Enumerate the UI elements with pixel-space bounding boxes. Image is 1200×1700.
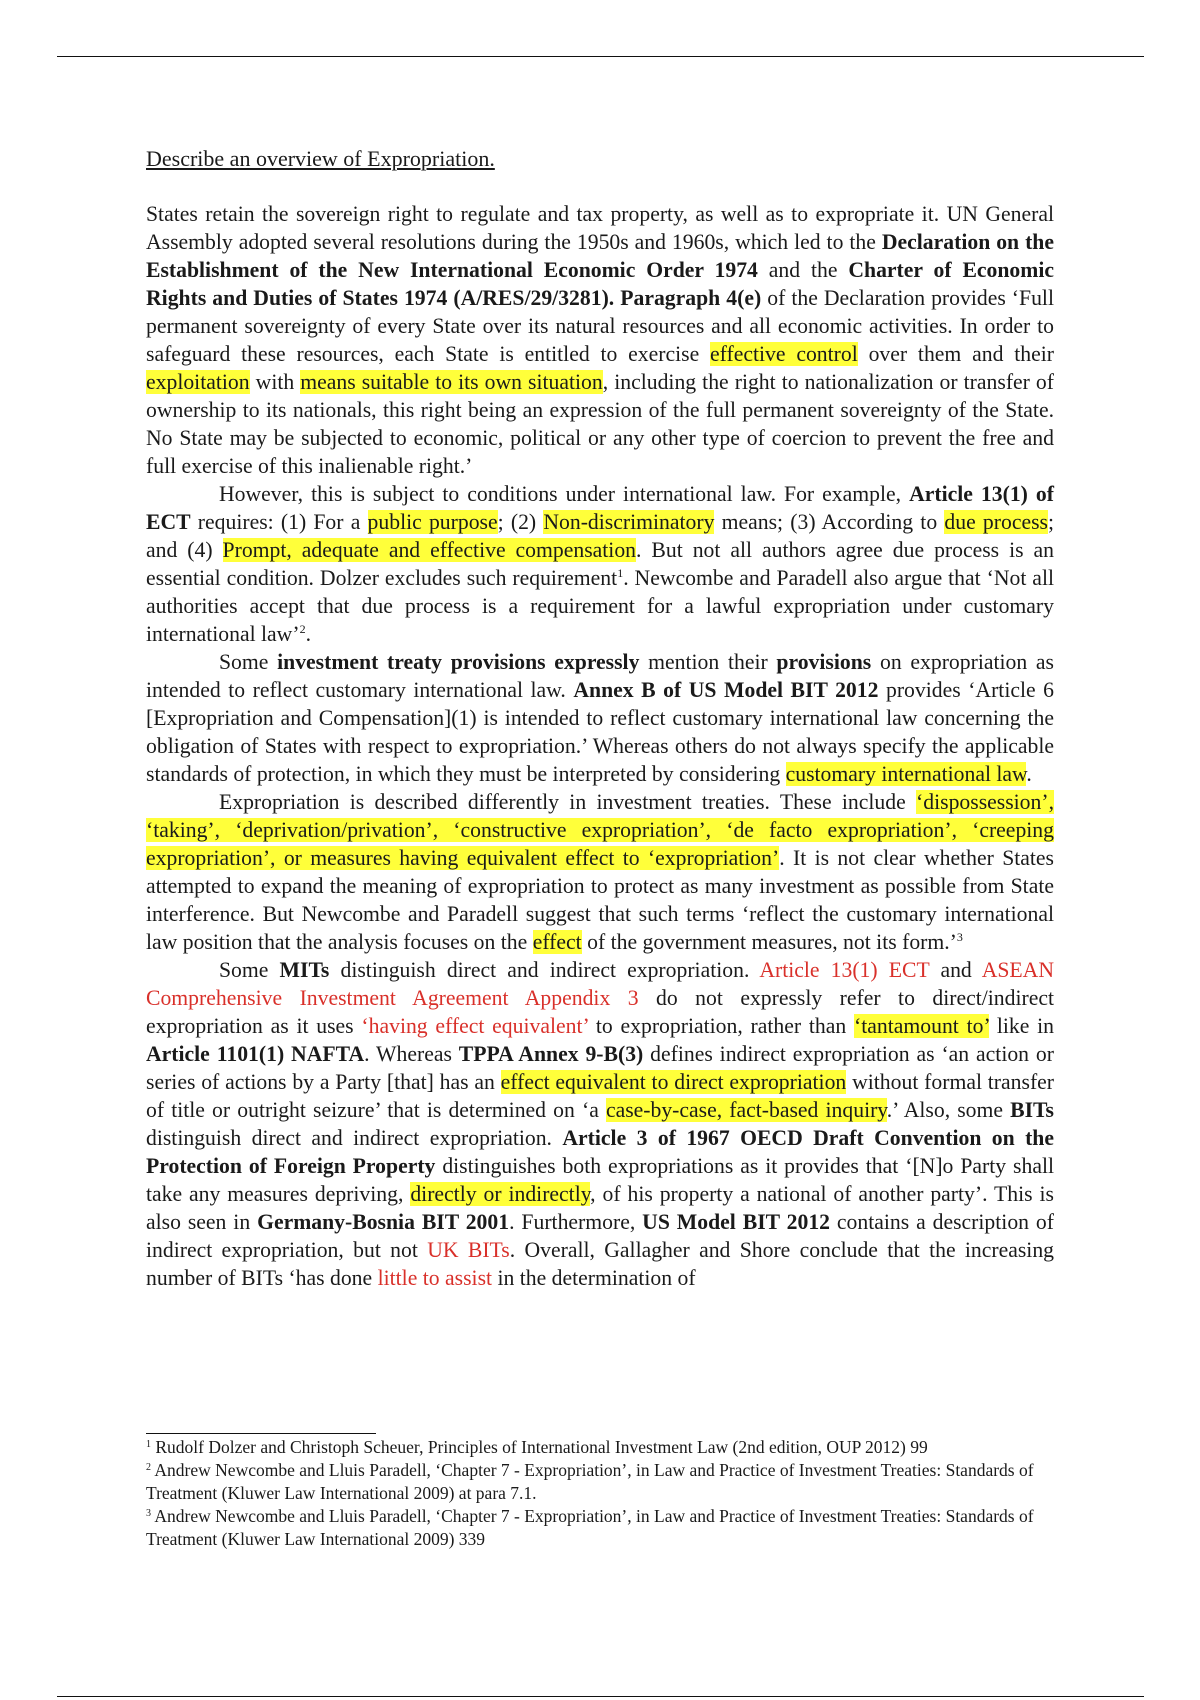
document-title: Describe an overview of Expropriation. (146, 146, 495, 171)
footnote-ref[interactable]: 3 (956, 930, 963, 944)
text: with (249, 370, 301, 394)
text: of the government measures, not its form.’ (581, 930, 957, 954)
text: on expropriation as intended to reflect customary international law. (146, 650, 1054, 702)
text: means; (3) According to (714, 510, 945, 534)
header-rule (57, 56, 1144, 57)
text: However, this is subject to conditions under international law. For example, (219, 482, 910, 506)
text: . Furthermore, (509, 1210, 643, 1234)
highlighted-text: exploitation (146, 370, 250, 394)
highlighted-text: means suitable to its own situation (300, 370, 603, 394)
text: . (305, 622, 311, 646)
highlighted-text: public purpose (367, 510, 498, 534)
highlighted-text: customary international law (785, 762, 1027, 786)
highlighted-text: effect equivalent to direct expropriation (500, 1070, 847, 1094)
footnote-1 (146, 1436, 1054, 1459)
text: . Overall, Gallagher and Shore conclude that the increasing number of BITs ‘has done (146, 1238, 1055, 1290)
text: provides ‘Article 6 [Expropriation and Compensation](1) is intended to reflect customary international law concerning the obligation of States with respect to expropriation.’ Whereas others do not always specify the applicable standards of protection, in which they must be interpreted by considering (146, 678, 1055, 786)
paragraph-conditions (146, 480, 1054, 648)
bold-text: Article 1101(1) NAFTA (146, 1042, 365, 1066)
highlighted-text: ‘tantamount to’ (854, 1014, 990, 1038)
text: distinguish direct and indirect expropriation. (329, 958, 760, 982)
footnote-separator (146, 1433, 376, 1434)
text: over them and their (857, 342, 1054, 366)
text: and the (757, 258, 849, 282)
bold-text: Germany-Bosnia BIT 2001 (257, 1210, 510, 1234)
text: requires: (1) For a (190, 510, 368, 534)
document-body (146, 144, 1054, 1292)
bold-text: Article 13(1) of ECT (146, 482, 1054, 534)
highlighted-text: Prompt, adequate and effective compensation (222, 538, 637, 562)
text: of the Declaration provides ‘Full permanent sovereignty of every State over its natural resources and all economic activities. In order to safeguard these resources, each State is entitled to exercise (146, 286, 1054, 366)
red-text: Article 13(1) ECT (759, 958, 930, 982)
footnote-2 (146, 1459, 1054, 1505)
highlighted-text: case-by-case, fact-based inquiry (605, 1098, 887, 1122)
paragraph-terminology (146, 788, 1054, 956)
text: distinguishes both expropriations as it provides that ‘[N]o Party shall take any measures depriving, (146, 1154, 1054, 1206)
highlighted-text: ‘dispossession’, ‘taking’, ‘deprivation/privation’, ‘constructive expropriation’, ‘de facto expropriation’, ‘creeping expropriation’, or measures having equivalent effect to ‘expropriation’ (146, 790, 1054, 870)
text: . (1026, 762, 1032, 786)
text: Expropriation is described differently in investment treaties. These include (219, 790, 917, 814)
text: , including the right to nationalization or transfer of ownership to its nationals, this right being an expression of the full permanent sovereignty of the State. No State may be subjected to economic, political or any other type of coercion to prevent the free and full exercise of this inalienable right.’ (146, 370, 1054, 478)
text: do not expressly refer to direct/indirect expropriation as it uses (146, 986, 1054, 1038)
bold-text: provisions (776, 650, 872, 674)
highlighted-text: effect (532, 930, 582, 954)
footnote-number: 2 (146, 1462, 151, 1473)
highlighted-text: Non-discriminatory (543, 510, 715, 534)
text: ; (2) (497, 510, 544, 534)
text: Some (219, 958, 280, 982)
bold-text: MITs (279, 958, 330, 982)
highlighted-text: directly or indirectly (410, 1182, 591, 1206)
footnote-ref[interactable]: 1 (617, 566, 624, 580)
text: and (929, 958, 982, 982)
text: . Whereas (364, 1042, 459, 1066)
text: States retain the sovereign right to regulate and tax property, as well as to expropriate it. UN General Assembly adopted several resolutions during the 1950s and 1960s, which led to the (146, 202, 1054, 254)
red-text: ASEAN Comprehensive Investment Agreement Appendix 3 (146, 958, 1054, 1010)
footnote-text: Andrew Newcombe and Lluis Paradell, ‘Chapter 7 - Expropriation’, in Law and Practice of Investment Treaties: Standards of Treatment (Kluwer Law International 2009) at para 7.1. (146, 1460, 1034, 1503)
red-text: little to assist (377, 1266, 493, 1290)
bold-text: TPPA Annex 9-B(3) (458, 1042, 644, 1066)
bold-text: Article 3 of 1967 OECD Draft Convention on the Protection of Foreign Property (146, 1126, 1054, 1178)
text: contains a description of indirect expropriation, but not (146, 1210, 1054, 1262)
paragraph-direct-indirect (146, 956, 1054, 1292)
text: ; and (4) (146, 510, 1054, 562)
footnote-ref[interactable]: 2 (299, 622, 306, 636)
footnote-number: 1 (146, 1439, 151, 1450)
text: to expropriation, rather than (588, 1014, 855, 1038)
text: Some (219, 650, 278, 674)
text: .’ Also, some (886, 1098, 1011, 1122)
footnote-3 (146, 1505, 1054, 1551)
highlighted-text: due process (944, 510, 1048, 534)
text: mention their (639, 650, 777, 674)
text: without formal transfer of title or outright seizure’ that is determined on ‘a (146, 1070, 1055, 1122)
text: defines indirect expropriation as ‘an action or series of actions by a Party [that] has an (146, 1042, 1054, 1094)
footer-rule (57, 1696, 1144, 1697)
text: . But not all authors agree due process is an essential condition. Dolzer excludes such requirement (146, 538, 1054, 590)
footnote-text: Andrew Newcombe and Lluis Paradell, ‘Chapter 7 - Expropriation’, in Law and Practice of Investment Treaties: Standards of Treatment (Kluwer Law International 2009) 339 (146, 1506, 1034, 1549)
bold-text: Declaration on the Establishment of the New International Economic Order 1974 (146, 230, 1054, 282)
bold-text: Annex B of US Model BIT 2012 (573, 678, 879, 702)
footnote-text: Rudolf Dolzer and Christoph Scheuer, Principles of International Investment Law (2nd edition, OUP 2012) 99 (155, 1437, 928, 1457)
text: , of his property a national of another party’. This is also seen in (146, 1182, 1054, 1234)
text: . Newcombe and Paradell also argue that ‘Not all authorities accept that due process is a requirement for a lawful expropriation under customary international law’ (146, 566, 1054, 646)
bold-text: BITs (1010, 1098, 1054, 1122)
paragraph-treaty-provisions (146, 648, 1054, 788)
text: like in (989, 1014, 1055, 1038)
text: in the determination of (492, 1266, 696, 1290)
footnote-number: 3 (146, 1508, 151, 1519)
bold-text: US Model BIT 2012 (642, 1210, 831, 1234)
text: . It is not clear whether States attempted to expand the meaning of expropriation to protect as many investment as possible from State interference. But Newcombe and Paradell suggest that such terms ‘reflect the customary international law position that the analysis focuses on the (146, 846, 1054, 954)
text: distinguish direct and indirect expropriation. (146, 1126, 563, 1150)
highlighted-text: effective control (710, 342, 858, 366)
paragraph-sovereignty (146, 200, 1054, 480)
bold-text: Charter of Economic Rights and Duties of States 1974 (A/RES/29/3281). Paragraph 4(e) (146, 258, 1054, 310)
footnotes (146, 1436, 1054, 1551)
red-text: ‘having effect equivalent’ (361, 1014, 589, 1038)
bold-text: investment treaty provisions expressly (277, 650, 640, 674)
red-text: UK BITs (427, 1238, 510, 1262)
